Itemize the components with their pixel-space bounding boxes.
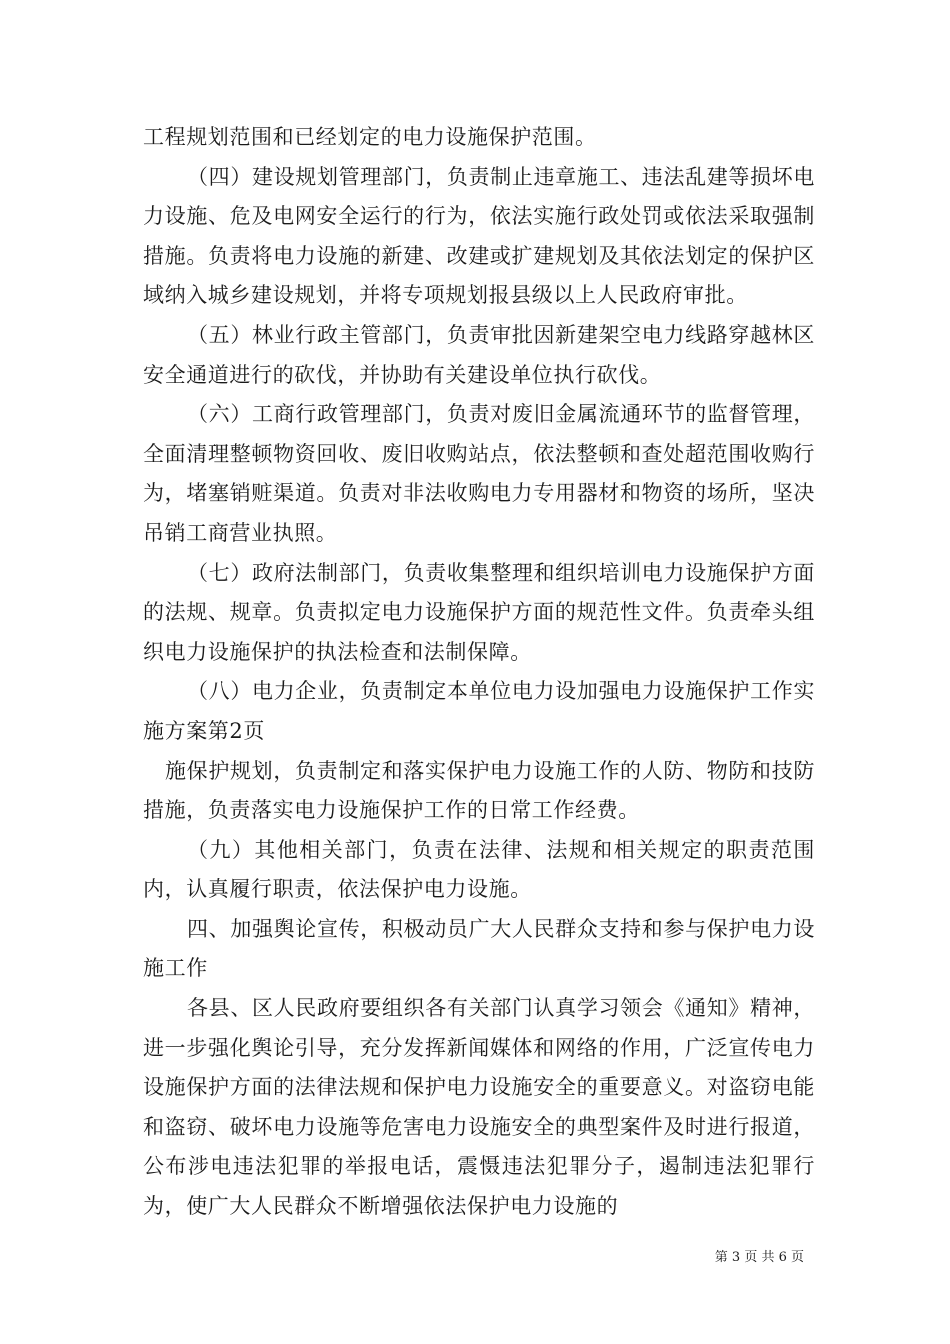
paragraph-item-8-continued: 施保护规划，负责制定和落实保护电力设施工作的人防、物防和技防措施，负责落实电力设施保护工作的日常工作经费。 <box>143 758 815 823</box>
paragraph-item-4-planning: （四）建设规划管理部门，负责制止违章施工、违法乱建等损坏电力设施、危及电网安全运行的行为，依法实施行政处罚或依法采取强制措施。负责将电力设施的新建、改建或扩建规划及其依法划定的保护区域纳入城乡建设规划，并将专项规划报县级以上人民政府审批。 <box>143 164 815 308</box>
paragraph-publicity: 各县、区人民政府要组织各有关部门认真学习领会《通知》精神，进一步强化舆论引导，充分发挥新闻媒体和网络的作用，广泛宣传电力设施保护方面的法律法规和保护电力设施安全的重要意义。对盗窃电能和盗窃、破坏电力设施等危害电力设施安全的典型案件及时进行报道，公布涉电违法犯罪的举报电话，震慑违法犯罪分子，遏制违法犯罪行为，使广大人民群众不断增强依法保护电力设施的 <box>143 996 815 1219</box>
paragraph-item-5-forestry: （五）林业行政主管部门，负责审批因新建架空电力线路穿越林区安全通道进行的砍伐，并协助有关建设单位执行砍伐。 <box>143 322 815 387</box>
section-heading-4: 四、加强舆论宣传，积极动员广大人民群众支持和参与保护电力设施工作 <box>143 916 815 981</box>
paragraph-item-6-commerce: （六）工商行政管理部门，负责对废旧金属流通环节的监督管理，全面清理整顿物资回收、废旧收购站点，依法整顿和查处超范围收购行为，堵塞销赃渠道。负责对非法收购电力专用器材和物资的场所，坚决吊销工商营业执照。 <box>143 402 815 545</box>
document-body <box>143 118 815 1227</box>
paragraph-item-9-others: （九）其他相关部门，负责在法律、法规和相关规定的职责范围内，认真履行职责，依法保护电力设施。 <box>143 837 815 902</box>
paragraph-item-8-power-enterprise: （八）电力企业，负责制定本单位电力设加强电力设施保护工作实施方案第2页 <box>143 679 815 743</box>
paragraph-item-7-legal: （七）政府法制部门，负责收集整理和组织培训电力设施保护方面的法规、规章。负责拟定电力设施保护方面的规范性文件。负责牵头组织电力设施保护的执法检查和法制保障。 <box>143 560 815 664</box>
page-number-footer: 第 3 页 共 6 页 <box>714 1250 804 1265</box>
paragraph-continuation: 工程规划范围和已经划定的电力设施保护范围。 <box>143 125 597 149</box>
